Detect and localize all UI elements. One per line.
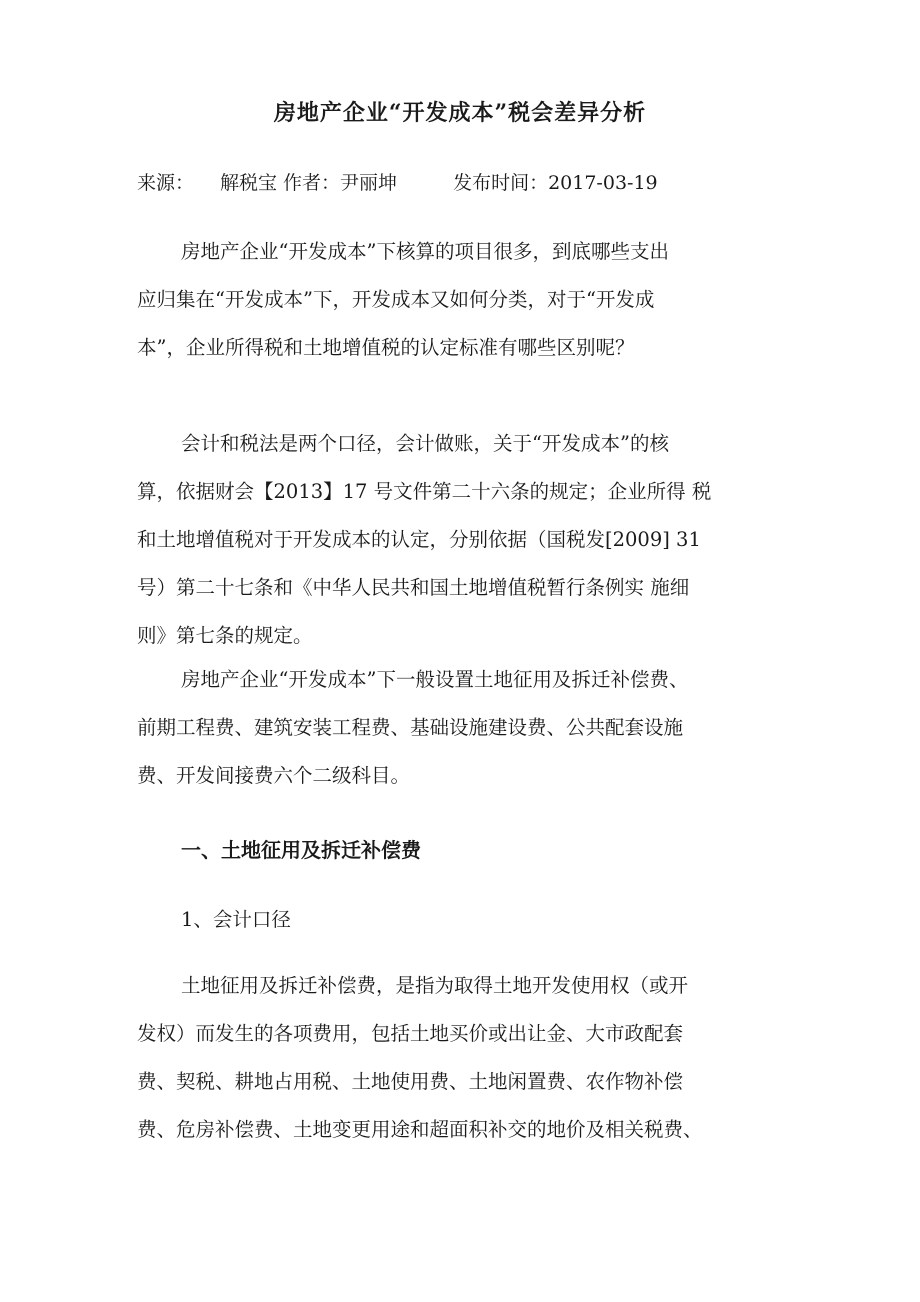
paragraph-line: 费、契税、耕地占用税、土地使用费、土地闲置费、农作物补偿 — [137, 1070, 684, 1093]
paragraph-intro — [137, 228, 787, 372]
paragraph-line: 费、危房补偿费、土地变更用途和超面积补交的地价及相关税费、 — [137, 1118, 703, 1141]
paragraph-line: 房地产企业“开发成本”下核算的项目很多，到底哪些支出 — [181, 240, 669, 263]
paragraph-line: 应归集在“开发成本”下，开发成本又如何分类，对于“开发成 — [137, 288, 655, 311]
source-label: 来源： — [137, 172, 195, 194]
author-value: 尹丽坤 — [340, 172, 398, 194]
paragraph-line: 号）第二十七条和《中华人民共和国土地增值税暂行条例实 施细 — [137, 576, 690, 599]
date-label: 发布时间： — [453, 172, 549, 194]
paragraph-subjects — [137, 656, 787, 800]
paragraph-line: 发权）而发生的各项费用，包括土地买价或出让金、大市政配套 — [137, 1022, 684, 1045]
source-value: 解税宝 — [220, 172, 278, 194]
paragraph-basis — [137, 420, 787, 660]
document-title: 房地产企业“开发成本”税会差异分析 — [273, 100, 647, 126]
paragraph-land-cost — [137, 962, 787, 1154]
date-value: 2017-03-19 — [548, 172, 658, 194]
author-label: 作者： — [283, 172, 341, 194]
paragraph-line: 和土地增值税对于开发成本的认定，分别依据（国税发[2009] 31 — [137, 528, 701, 551]
subsection-heading: 1、会计口径 — [181, 908, 291, 931]
paragraph-line: 算，依据财会【2013】17 号文件第二十六条的规定；企业所得 税 — [137, 480, 712, 503]
paragraph-line: 费、开发间接费六个二级科目。 — [137, 764, 411, 787]
paragraph-line: 则》第七条的规定。 — [137, 624, 313, 647]
paragraph-line: 本”，企业所得税和土地增值税的认定标准有哪些区别呢？ — [137, 336, 635, 359]
section-heading: 一、土地征用及拆迁补偿费 — [181, 838, 421, 862]
paragraph-line: 会计和税法是两个口径，会计做账，关于“开发成本”的核 — [181, 432, 669, 455]
article-meta — [137, 168, 658, 195]
paragraph-line: 房地产企业“开发成本”下一般设置土地征用及拆迁补偿费、 — [181, 668, 689, 691]
paragraph-line: 土地征用及拆迁补偿费，是指为取得土地开发使用权（或开 — [181, 974, 689, 997]
paragraph-line: 前期工程费、建筑安装工程费、基础设施建设费、公共配套设施 — [137, 716, 684, 739]
